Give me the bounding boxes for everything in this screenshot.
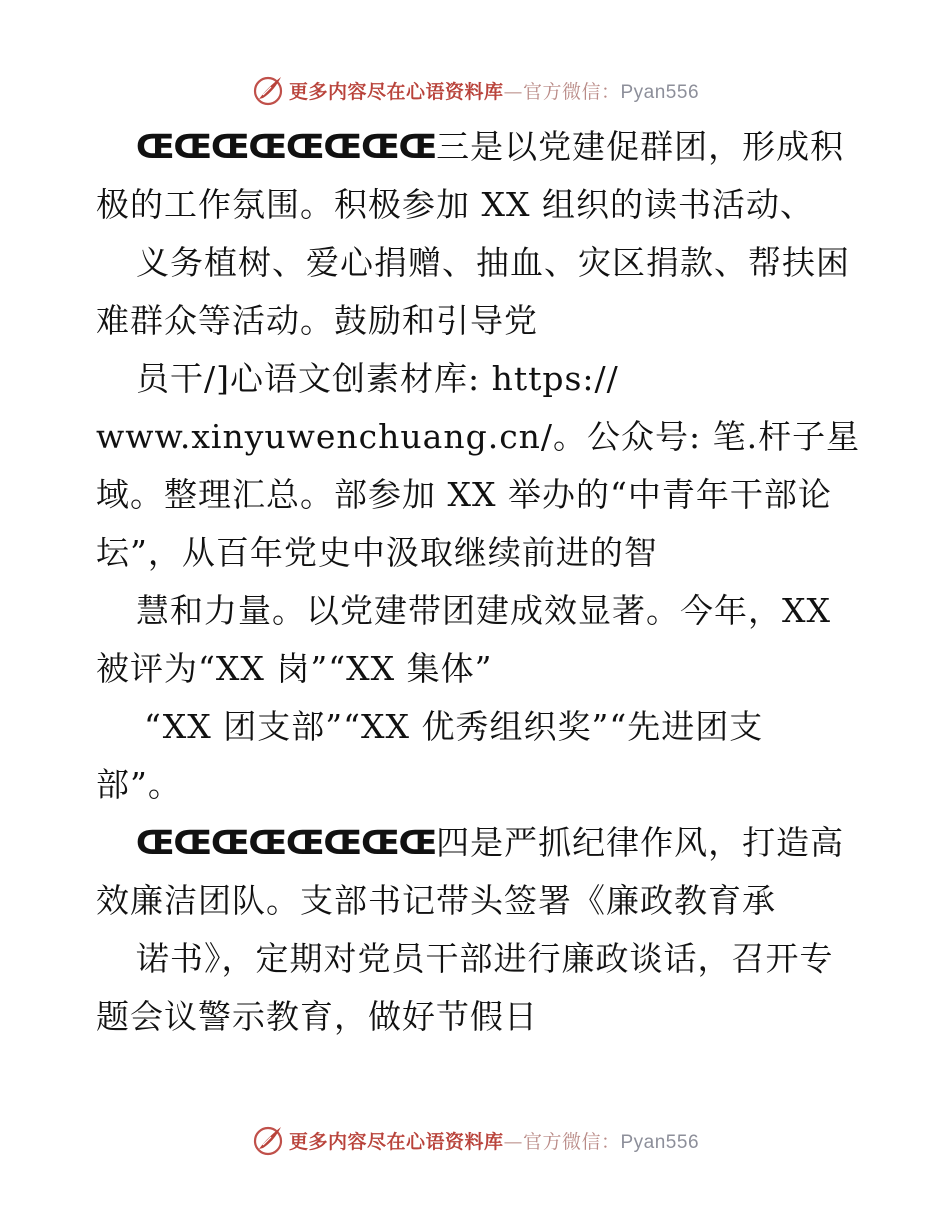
banner-text <box>289 77 699 104</box>
paragraph-2-line-2: 效廉洁团队。支部书记带头签署《廉政教育承 <box>96 881 776 920</box>
footer-banner <box>0 1120 950 1160</box>
quill-pen-logo-icon <box>251 73 285 107</box>
paragraph-1-line-6: www.xinyuwenchuang.cn/。公众号: 笔.杆子星 <box>96 417 861 456</box>
paragraph-1-line-11: “XX 团支部”“XX 优秀组织奖”“先进团支 <box>144 707 764 746</box>
paragraph-1-line-12: 部”。 <box>96 765 182 804</box>
paragraph-2-line-4: 题会议警示教育，做好节假日 <box>96 997 538 1036</box>
banner-handle: Pyan556 <box>620 81 700 103</box>
paragraph-1-marker: ŒŒŒŒŒŒŒŒ <box>136 127 437 166</box>
header-banner <box>0 70 950 110</box>
paragraph-1-text: 三是以党建促群团，形成积 <box>436 127 845 166</box>
paragraph-2-marker: ŒŒŒŒŒŒŒŒ <box>136 823 437 862</box>
banner-official-label: 官方微信： <box>522 1130 621 1153</box>
banner-handle: Pyan556 <box>620 1131 700 1153</box>
paragraph-1-line-9: 慧和力量。以党建带团建成效显著。今年，XX <box>136 591 831 630</box>
banner-brand: 更多内容尽在心语资料库 <box>288 80 504 103</box>
banner-official-label: 官方微信： <box>522 80 621 103</box>
paragraph-1-line-3: 义务植树、爱心捐赠、抽血、灾区捐款、帮扶困 <box>136 243 850 282</box>
paragraph-2-text: 四是严抓纪律作风，打造高 <box>436 823 845 862</box>
paragraph-2-line-1 <box>96 814 856 872</box>
paragraph-2-line-3: 诺书》，定期对党员干部进行廉政谈话，召开专 <box>136 939 834 978</box>
document-body <box>96 118 861 1046</box>
paragraph-1-line-4: 难群众等活动。鼓励和引导党 <box>96 301 538 340</box>
paragraph-1-line-7: 域。整理汇总。部参加 XX 举办的“中青年干部论 <box>96 475 832 514</box>
banner-separator: — <box>503 80 523 103</box>
paragraph-1-line-10: 被评为“XX 岗”“XX 集体” <box>96 649 493 688</box>
paragraph-1-line-8: 坛”，从百年党史中汲取继续前进的智 <box>96 533 658 572</box>
banner-text <box>289 1127 699 1154</box>
paragraph-1-line-1 <box>96 118 856 176</box>
banner-separator: — <box>503 1130 523 1153</box>
quill-pen-logo-icon <box>251 1123 285 1157</box>
paragraph-1-line-5: 员干/]心语文创素材库: https:// <box>136 359 619 398</box>
paragraph-1-line-2: 极的工作氛围。积极参加 XX 组织的读书活动、 <box>96 185 814 224</box>
banner-brand: 更多内容尽在心语资料库 <box>288 1130 504 1153</box>
